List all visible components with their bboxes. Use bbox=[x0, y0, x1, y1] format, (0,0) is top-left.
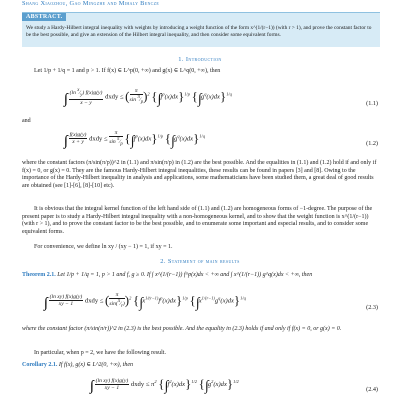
equation-1-1: $\frac{(\ln ^x⁄_y) f(x)g(y)}{x - y}$ dxdy ≤ ( $\frac{\pi}{\sin ^\pi⁄_p}$ )$^2$ { $f^p(x)dx\}^{1/p}$ { $g^q(x)dx\}^{1/q}$ bbox=[69, 88, 232, 106]
theorem-label: Theorem 2.1. bbox=[22, 272, 56, 278]
paragraph-convenience: For convenience, we define ln xy / (xy − 1) = 1, if xy = 1. bbox=[34, 244, 173, 250]
intro-line: Let 1/p + 1/q = 1 and p > 1. If f(x) ∈ L^p(0, +∞) and g(x) ∈ L^q(0, +∞), then bbox=[34, 68, 221, 74]
equation-number-1-2: (1.2) bbox=[366, 140, 378, 147]
paragraph-after-theorem: where the constant factor (π/sin(π/r))^2 in (2.3) is the best possible. And the equality in (2.3) holds if and only if f(x) = 0, or g(x) = 0. bbox=[22, 326, 342, 332]
paragraph-purpose: It is obvious that the integral kernel function of the left hand side of (1.1) and (1.2) are homogeneous forms of −1-degree. The purpose of the present paper is to study a Hardy-Hilbert integral inequality with a non-homogeneous kernel, and to show that the weight function is x^(1/(r−1)) (with r > 1), and to prove the constant factor to be the best possible, and to enumerate some important and especial results, and to consider some equivalent forms. bbox=[22, 206, 373, 235]
corollary-2-1 bbox=[22, 362, 380, 370]
corollary-label: Corollary 2.1. bbox=[22, 362, 58, 368]
section-title-main-results: 2. Statement of main results bbox=[160, 258, 240, 265]
abstract-box bbox=[22, 12, 380, 47]
equation-number-1-1: (1.1) bbox=[366, 100, 378, 107]
and-word: and bbox=[22, 118, 31, 124]
equation-number-2-3: (2.3) bbox=[366, 304, 378, 311]
paragraph-constant-factors: where the constant factors (π/sin(π/p))^2 in (1.1) and π/sin(π/p) in (1.2) are the best possible. And the equalities in (1.1) and (1.2) hold if and only if f(x) = 0, or g(x) = 0. They are the famous Hardy-Hilbert integral inequalities, these results can be found in papers [3] and [8]. Owing to the importance of the Hardy-Hilbert inequality in analysis and applications, some mathematicians have been studied them, a great deal of good results are obtained (see [1]-[6], [8]-[10] etc). bbox=[22, 160, 377, 189]
corollary-text: If f(x), g(x) ∈ L^2(0, +∞), then bbox=[58, 362, 134, 368]
equation-1-2: $\frac{f(x)g(y)}{x + y}$ dxdy ≤ $\frac{\pi}{\sin ^\pi⁄_p}$ { $f^p(x)dx\}^{1/p}$ { $g^q(x)dx\}^{1/q}$ bbox=[69, 130, 205, 147]
paragraph-particular: In particular, when p = 2, we have the following result. bbox=[34, 350, 166, 356]
authors-running-head: Shang Xiaozhou, Gao Mingzhe and Mihaly Bencze bbox=[22, 0, 160, 7]
abstract-text: We study a Hardy-Hilbert integral inequality with weights by introducing a weight function of the form x^(1/(r−1)) (with r > 1), and prove the constant factor to be the best possible, and give an extension of the Hilbert integral inequality, and then consider some equivalent forms. bbox=[26, 25, 372, 38]
equation-2-4: $\frac{\text{(ln xy) f(x)g(y)}}{xy - 1}$ dxdy ≤ $\pi^2$ { $f^2(x)dx\}^{1/2}$ { $g^2(x)dx\}^{1/2}$ bbox=[95, 376, 239, 391]
equation-2-3: $\frac{\text{(ln xy) f(x)g(y)}}{xy - 1}$ dxdy ≤ ( $\frac{\pi}{\sin(^\pi⁄_r)}$ )$^2$ { $x^{1/(r-1)}f^p(x)dx\}^{1/p}$ { $x^{1/(r-1)}g^q(x)dx\}^{1/q}$ bbox=[49, 292, 246, 309]
theorem-2-1 bbox=[22, 272, 380, 280]
equation-number-2-4: (2.4) bbox=[366, 386, 378, 393]
abstract-label: ABSTRACT. bbox=[22, 13, 66, 21]
section-title-introduction: 1. Introduction bbox=[178, 56, 222, 63]
theorem-text: Let 1/p + 1/q = 1, p > 1 and f, g ≥ 0. If ∫ x^(1/(r−1)) f^p(x)dx < +∞ and ∫ x^(1/(r−1)) g^q(x)dx < +∞, then bbox=[57, 272, 313, 278]
